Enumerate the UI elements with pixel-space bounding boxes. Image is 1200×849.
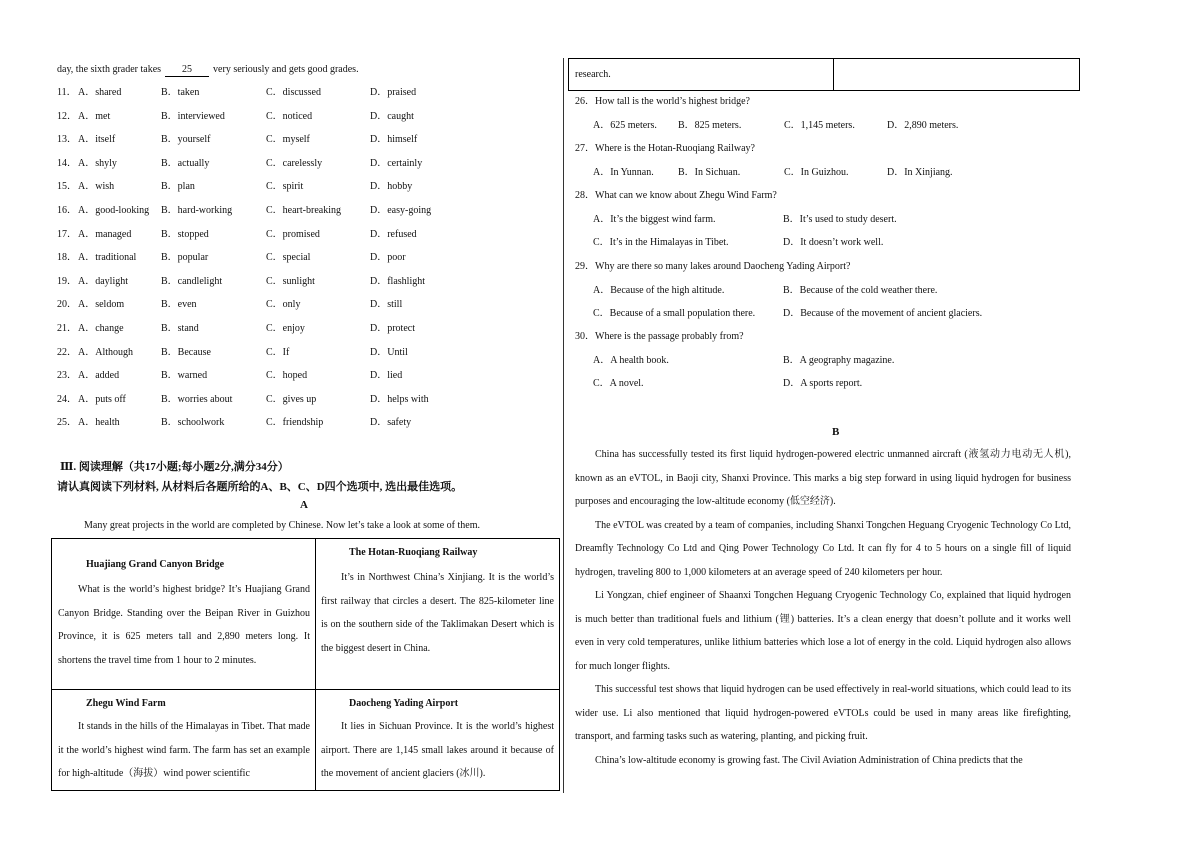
option-a: A．itself [78, 134, 116, 146]
option-b: B．stand [161, 323, 199, 334]
cloze-intro-line [57, 64, 359, 77]
projects-table [51, 538, 560, 791]
section-instruction: 请认真阅读下列材料, 从材料后各题所给的A、B、C、D四个选项中, 选出最佳选项。 [57, 481, 463, 493]
option-a: A．Because of the high altitude. [593, 285, 725, 296]
option-c: C．promised [266, 228, 320, 240]
option-c: C．sunlight [266, 275, 315, 287]
option-a: A．daylight [78, 275, 128, 287]
cell-bridge-text: What is the world’s highest bridge? It’s Huajiang Grand Canyon Bridge. Standing over the Beipan River in Guizhou Province, it is 625 meters tall and 2,890 meters long. It shortens the travel time from 1 hour to 2 minutes. [58, 584, 310, 666]
option-c: C．friendship [266, 417, 324, 429]
option-c: C．carelessly [266, 157, 323, 169]
option-d: D．In Xinjiang. [887, 167, 953, 178]
question-number: 19． [57, 275, 77, 287]
option-b: B．In Sichuan. [678, 167, 741, 178]
option-a: A．Although [78, 346, 133, 358]
option-d: D．helps with [370, 393, 429, 405]
option-b: B．taken [161, 87, 200, 98]
option-d: D．praised [370, 87, 417, 98]
question-number: 24． [57, 393, 77, 405]
passage-b-label: B [832, 426, 840, 438]
option-c: C．discussed [266, 87, 321, 98]
option-c: C．spirit [266, 181, 304, 193]
passage-b [575, 443, 1071, 772]
option-a: A．seldom [78, 299, 125, 311]
passage-a-intro: Many great projects in the world are completed by Chinese. Now let’s take a look at some of them. [84, 520, 481, 531]
question-number: 18． [57, 252, 77, 264]
cell-railway-text: It’s in Northwest China’s Xinjiang. It is the world’s first railway that circles a desert. The 825-kilometer line is on the southern side of the Taklimakan Desert which is the biggest desert in China. [321, 572, 554, 654]
intro-after: very seriously and gets good grades. [213, 64, 359, 75]
option-c: C．heart-breaking [266, 205, 341, 216]
cell-bridge [58, 558, 310, 672]
option-b: B．It’s used to study desert. [783, 214, 897, 225]
option-d: D．easy-going [370, 205, 432, 216]
option-d: D．lied [370, 370, 403, 382]
passage-b-para-3: Li Yongzan, chief engineer of Shaanxi Tongchen Heguang Cryogenic Technology Co, explained that liquid hydrogen is much better than traditional fuels and lithium (锂) batteries. It’s a clean energy that doesn’t pollute and it works well even in very cold temperatures, unlike lithium batteries which lose a lot of energy in the cold. Liquid hydrogen also allows for much longer flights. [575, 590, 1071, 672]
question-number: 20． [57, 299, 77, 311]
cell-railway [321, 546, 554, 660]
option-a: A．In Yunnan. [593, 167, 654, 178]
option-b: B．825 meters. [678, 120, 742, 131]
question-text: 27．Where is the Hotan-Ruoqiang Railway? [575, 143, 755, 154]
option-a: A．added [78, 370, 120, 382]
cell-airport-text: It lies in Sichuan Province. It is the world’s highest airport. There are 1,145 small lakes around it because of the movement of ancient glaciers (冰川). [321, 721, 554, 779]
question-number: 11． [57, 87, 77, 98]
option-d: D．refused [370, 228, 417, 240]
option-d: D．flashlight [370, 275, 425, 287]
option-d: D．himself [370, 134, 418, 146]
option-a: A．health [78, 417, 120, 429]
option-c: C．In Guizhou. [784, 167, 849, 178]
question-number: 14． [57, 157, 77, 169]
option-b: B．Because of the cold weather there. [783, 285, 938, 296]
table-continuation [568, 58, 1080, 91]
option-d: D．Until [370, 346, 408, 358]
question-text: 30．Where is the passage probably from? [575, 331, 744, 342]
option-d: D．protect [370, 323, 415, 334]
option-c: C．special [266, 252, 311, 264]
option-a: A．A health book. [593, 355, 669, 366]
question-text: 29．Why are there so many lakes around Daocheng Yading Airport? [575, 261, 851, 272]
option-c: C．only [266, 299, 301, 311]
cell-windfarm-title: Zhegu Wind Farm [86, 698, 166, 709]
option-d: D．still [370, 299, 403, 311]
option-d: D．2,890 meters. [887, 120, 959, 131]
passage-b-para-5: China’s low-altitude economy is growing fast. The Civil Aviation Administration of China predicts that the [595, 754, 1023, 766]
question-number: 25． [57, 417, 77, 429]
table-cont-vline [833, 59, 834, 90]
option-b: B．candlelight [161, 275, 223, 287]
passage-a-label: A [300, 499, 308, 511]
option-c: C．gives up [266, 393, 317, 405]
option-b: B．A geography magazine. [783, 355, 895, 366]
column-divider [563, 58, 564, 793]
option-d: D．Because of the movement of ancient glaciers. [783, 308, 983, 319]
cell-windfarm-text: It stands in the hills of the Himalayas in Tibet. That made it the world’s highest wind farm. The farm has set an example for high-altitude（海拔）wind power scientific [58, 721, 310, 779]
blank-25: 25 [165, 64, 209, 77]
option-b: B．interviewed [161, 110, 225, 122]
passage-b-para-1: China has successfully tested its first liquid hydrogen-powered electric unmanned aircraft (液氢动力电动无人机), known as an eVTOL, in Baoji city, Shanxi Province. This marks a big step forward in using liquid hydrogen for business purposes and encouraging the low-altitude economy (低空经济). [575, 449, 1071, 507]
option-a: A．good-looking [78, 205, 150, 216]
cell-windfarm [58, 697, 310, 786]
option-a: A．wish [78, 181, 115, 193]
cell-railway-title: The Hotan-Ruoqiang Railway [349, 547, 478, 558]
option-a: A．managed [78, 228, 132, 240]
option-a: A．shared [78, 87, 122, 98]
passage-b-para-4: This successful test shows that liquid hydrogen can be used effectively in real-world situations, which could lead to its wider use. Li also mentioned that liquid hydrogen-powered eVTOLs could be used in many areas like firefighting, transport, and farming tasks such as watering, planting, and picking fruit. [575, 684, 1071, 742]
option-b: B．popular [161, 252, 209, 264]
question-number: 13． [57, 134, 77, 146]
question-number: 22． [57, 346, 77, 358]
option-b: B．warned [161, 370, 208, 382]
table-cont-text: research. [575, 69, 611, 80]
option-b: B．worries about [161, 393, 233, 405]
option-a: A．met [78, 110, 111, 122]
option-d: D．hobby [370, 181, 413, 193]
intro-before: day, the sixth grader takes [57, 64, 162, 75]
option-d: D．poor [370, 252, 406, 264]
option-b: B．Because [161, 346, 211, 358]
option-d: D．It doesn’t work well. [783, 237, 884, 248]
option-d: D．A sports report. [783, 378, 863, 389]
cell-bridge-title: Huajiang Grand Canyon Bridge [86, 559, 225, 570]
cell-airport [321, 697, 554, 786]
option-c: C．Because of a small population there. [593, 308, 756, 319]
option-b: B．hard-working [161, 205, 233, 216]
option-a: A．It’s the biggest wind farm. [593, 214, 716, 225]
option-a: A．625 meters. [593, 120, 657, 131]
option-b: B．even [161, 299, 197, 311]
option-c: C．hoped [266, 370, 308, 382]
option-b: B．plan [161, 181, 195, 193]
option-c: C．If [266, 346, 290, 358]
option-b: B．schoolwork [161, 417, 225, 429]
option-a: A．traditional [78, 252, 137, 264]
option-c: C．1,145 meters. [784, 120, 855, 131]
table-hline [52, 689, 559, 690]
section-title: Ⅲ. 阅读理解（共17小题;每小题2分,满分34分） [60, 461, 289, 473]
option-b: B．yourself [161, 134, 211, 146]
option-c: C．noticed [266, 110, 313, 122]
passage-b-para-2: The eVTOL was created by a team of companies, including Shanxi Tongchen Heguang Cryogenic Technology Co Ltd, Dreamfly Technology Co Ltd and Qing Power Technology Co Ltd. It can fly for 4 to 5 hours on a single fill of liquid hydrogen, traveling 800 to 1,000 kilometers at an average speed of 240 kilometers per hour. [575, 519, 1071, 578]
option-d: D．certainly [370, 157, 423, 169]
question-number: 21． [57, 323, 77, 334]
question-number: 17． [57, 228, 77, 240]
option-a: A．shyly [78, 157, 117, 169]
option-b: B．stopped [161, 228, 209, 240]
option-b: B．actually [161, 157, 210, 169]
option-d: D．safety [370, 417, 412, 429]
option-c: C．It’s in the Himalayas in Tibet. [593, 237, 729, 248]
question-number: 16． [57, 205, 77, 216]
cell-airport-title: Daocheng Yading Airport [349, 698, 459, 709]
option-d: D．caught [370, 110, 414, 122]
table-vline [315, 539, 316, 790]
question-number: 12． [57, 110, 77, 122]
question-text: 28．What can we know about Zhegu Wind Farm? [575, 190, 777, 201]
option-c: C．myself [266, 134, 310, 146]
option-c: C．enjoy [266, 323, 305, 334]
question-number: 15． [57, 181, 77, 193]
option-a: A．puts off [78, 393, 126, 405]
option-a: A．change [78, 323, 124, 334]
option-c: C．A novel. [593, 378, 644, 389]
question-text: 26．How tall is the world’s highest bridge? [575, 96, 750, 107]
question-number: 23． [57, 370, 77, 382]
